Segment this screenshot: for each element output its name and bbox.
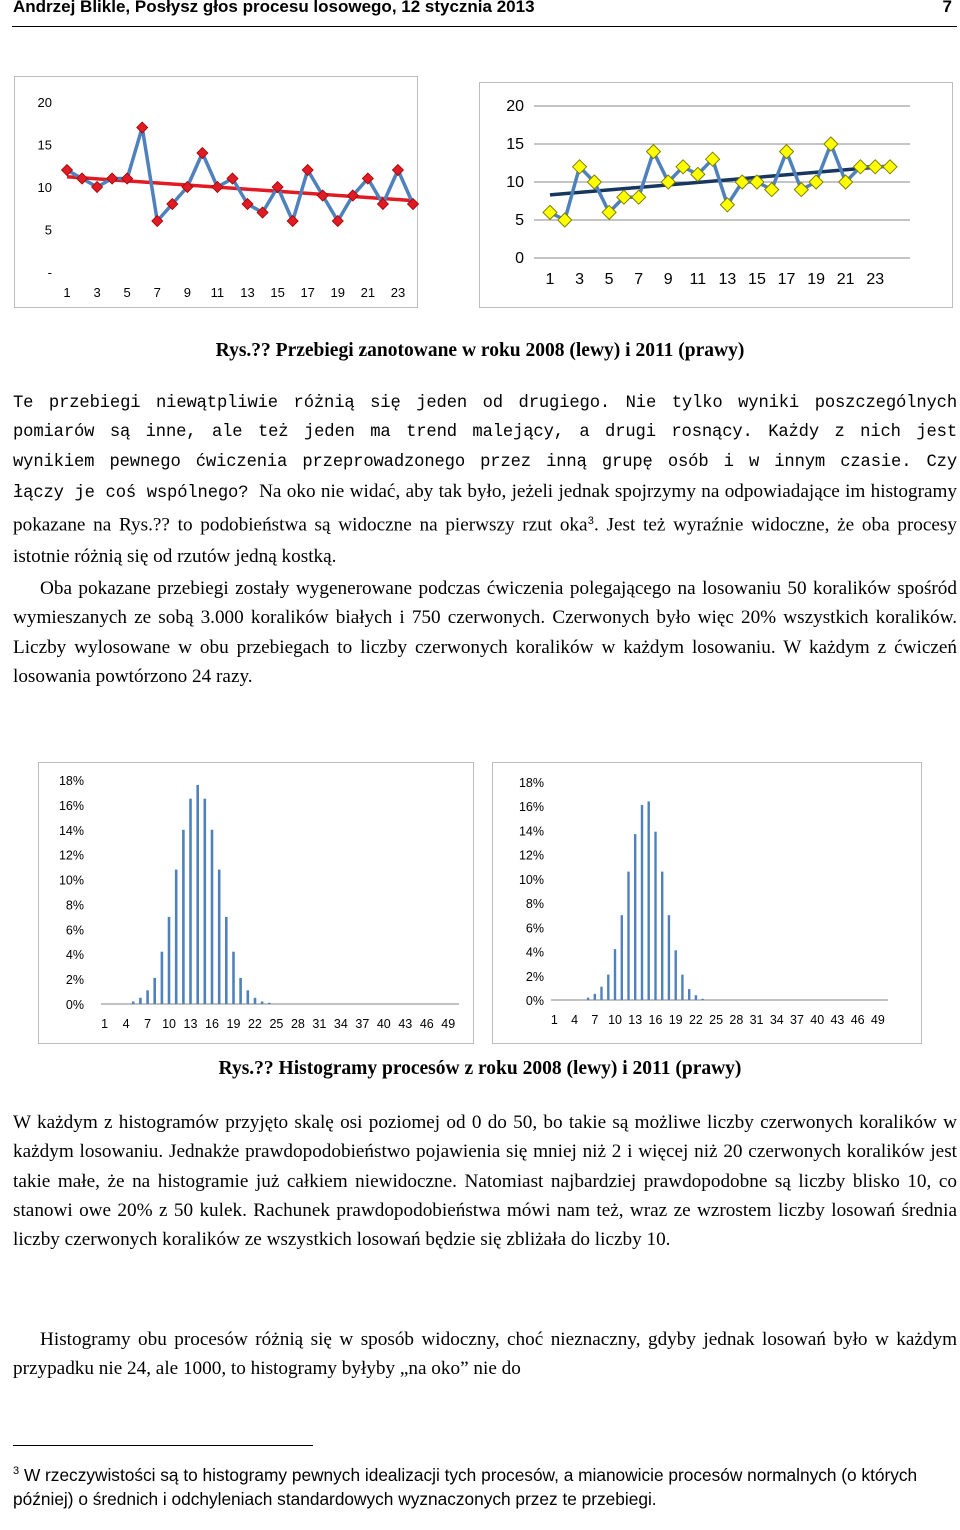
y-tick-label: 16% — [518, 800, 544, 815]
histogram-bar — [654, 832, 656, 1000]
data-point — [287, 216, 298, 227]
y-tick-label: 6% — [525, 921, 544, 936]
histogram-bar — [614, 949, 616, 1000]
running-header — [0, 0, 960, 26]
y-tick-label: 5 — [515, 212, 524, 229]
data-point — [558, 213, 572, 227]
y-tick-label: 18% — [518, 776, 544, 790]
y-tick-label: 8% — [65, 898, 84, 913]
data-point — [824, 137, 838, 151]
data-point — [543, 205, 557, 219]
x-tick-label: 31 — [312, 1017, 327, 1031]
x-tick-label: 19 — [226, 1017, 241, 1031]
y-tick-label: 2% — [65, 973, 84, 988]
histogram-bar — [196, 785, 199, 1004]
x-tick-label: 16 — [648, 1013, 663, 1027]
x-tick-label: 15 — [748, 271, 766, 288]
histogram-bar — [146, 990, 149, 1004]
y-tick-label: 10 — [506, 174, 524, 191]
y-tick-label: 18% — [58, 774, 84, 788]
y-tick-label: 12% — [518, 848, 544, 863]
header-title: Andrzej Blikle, Posłysz głos procesu losowego, 12 stycznia 2013 — [13, 0, 535, 16]
histogram-bar — [218, 870, 221, 1004]
x-tick-label: 11 — [689, 271, 707, 288]
y-tick-label: 20 — [506, 98, 524, 115]
x-tick-label: 40 — [810, 1013, 825, 1027]
histogram-bar — [161, 952, 164, 1004]
x-tick-label: 43 — [830, 1013, 845, 1027]
data-point — [137, 122, 148, 133]
paragraph-1-c: . Jest też wyraźnie widoczne, że oba procesy istotnie różnią się od rzutów jedną kostką. — [13, 514, 957, 568]
y-tick-label: 0% — [525, 994, 544, 1008]
histogram-bar — [168, 917, 171, 1004]
data-point — [765, 183, 779, 197]
x-tick-label: 7 — [634, 271, 644, 288]
x-tick-label: 22 — [247, 1017, 262, 1031]
paragraph-1 — [13, 389, 957, 574]
x-tick-label: 28 — [290, 1017, 305, 1031]
paragraph-4: Histogramy obu procesów różnią się w sposób widoczny, choć nieznaczny, gdyby jednak losowań było w każdym przypadku nie 24, ale 1000, to histogramy byłyby „na oko” nie do — [13, 1329, 957, 1380]
histogram-bar — [607, 975, 609, 1000]
histogram-bar — [600, 987, 602, 1000]
x-tick-label: 7 — [153, 285, 161, 300]
y-tick-label: 14% — [58, 823, 84, 838]
x-tick-label: 4 — [122, 1017, 130, 1031]
x-tick-label: 23 — [866, 271, 885, 288]
x-tick-label: 25 — [269, 1017, 284, 1031]
histogram-bar — [254, 998, 257, 1004]
x-tick-label: 9 — [183, 285, 191, 300]
data-point — [392, 165, 403, 176]
histogram-bar — [688, 989, 690, 1000]
x-tick-label: 13 — [240, 285, 255, 300]
header-rule — [12, 26, 957, 27]
x-tick-label: 5 — [604, 271, 614, 288]
histogram-bar — [621, 915, 623, 1000]
y-tick-label: 10 — [37, 180, 52, 195]
histogram-2011 — [492, 762, 922, 1044]
histogram-bar — [695, 995, 697, 1000]
chart-canvas — [39, 763, 475, 1045]
histogram-bar — [661, 872, 663, 1000]
y-tick-label: 5 — [44, 222, 52, 238]
x-tick-label: 3 — [575, 271, 585, 288]
data-point — [883, 160, 897, 174]
x-tick-label: 49 — [441, 1017, 456, 1031]
y-tick-label: 2% — [525, 969, 544, 984]
x-tick-label: 23 — [390, 285, 406, 300]
y-tick-label: 6% — [65, 923, 84, 938]
histogram-bar — [261, 1002, 264, 1005]
histogram-bar — [648, 801, 650, 1000]
x-tick-label: 10 — [608, 1013, 622, 1027]
x-tick-label: 28 — [729, 1013, 744, 1027]
x-tick-label: 34 — [769, 1013, 784, 1027]
x-tick-label: 5 — [123, 285, 131, 300]
histogram-bar — [268, 1003, 271, 1004]
x-tick-label: 46 — [850, 1013, 865, 1027]
data-point — [197, 148, 208, 159]
histogram-bar — [182, 830, 185, 1004]
histogram-bar — [675, 950, 677, 1000]
x-tick-label: 46 — [419, 1017, 434, 1031]
histogram-bar — [641, 805, 643, 1000]
x-tick-label: 43 — [398, 1017, 413, 1031]
data-point — [780, 145, 794, 159]
x-tick-label: 17 — [300, 285, 315, 300]
x-tick-label: 13 — [183, 1017, 198, 1031]
paragraph-2: Oba pokazane przebiegi zostały wygenerowane podczas ćwiczenia polegającego na losowaniu 50 koralików spośród wymieszanych ze sobą 3.000 koralików białych i 750 czerwonych. Czerwonych było więc 20% wszystkich koralików. Liczby wylosowane w obu przebiegach to liczby czerwonych koralików w każdym losowaniu. W każdym z ćwiczeń losowania powtórzono 24 razy. — [13, 578, 957, 687]
footnote-rule — [13, 1445, 313, 1446]
x-tick-label: 17 — [777, 271, 796, 288]
y-tick-label: 16% — [58, 798, 84, 813]
x-tick-label: 1 — [63, 285, 71, 300]
data-point — [632, 190, 646, 204]
x-tick-label: 13 — [628, 1013, 643, 1027]
x-tick-label: 37 — [355, 1017, 370, 1031]
histogram-bar — [153, 978, 156, 1004]
x-tick-label: 49 — [870, 1013, 885, 1027]
histogram-bar — [634, 834, 636, 1000]
histogram-bar — [701, 999, 703, 1000]
x-tick-label: 37 — [790, 1013, 804, 1027]
data-point — [794, 183, 808, 197]
figure1-caption: Rys.?? Przebiegi zanotowane w roku 2008 (lewy) i 2011 (prawy) — [215, 340, 745, 361]
y-tick-label: 4% — [65, 948, 84, 963]
histogram-bar — [232, 952, 235, 1004]
x-tick-label: 31 — [749, 1013, 764, 1027]
chart-canvas — [480, 83, 954, 309]
x-tick-label: 34 — [333, 1017, 348, 1031]
x-tick-label: 1 — [545, 271, 555, 288]
x-tick-label: 25 — [709, 1013, 724, 1027]
line-chart-2008 — [14, 76, 418, 308]
y-tick-label: 15 — [506, 136, 524, 153]
x-tick-label: 21 — [360, 285, 376, 300]
y-tick-label: 15 — [37, 137, 52, 153]
line-chart-2011 — [479, 82, 953, 308]
footnote — [13, 1459, 943, 1511]
histogram-bar — [247, 990, 250, 1004]
histogram-bar — [139, 998, 142, 1004]
y-tick-label: 0% — [65, 998, 84, 1012]
x-tick-label: 40 — [376, 1017, 391, 1031]
data-point — [868, 160, 882, 174]
x-tick-label: 16 — [205, 1017, 219, 1031]
histogram-bar — [594, 994, 596, 1000]
figure2-caption: Rys.?? Histogramy procesów z roku 2008 (lewy) i 2011 (prawy) — [218, 1058, 742, 1079]
histogram-2008 — [38, 762, 474, 1044]
data-point — [646, 145, 660, 159]
y-tick-label: - — [47, 265, 52, 280]
x-tick-label: 10 — [162, 1017, 176, 1031]
y-tick-label: 10% — [58, 873, 84, 888]
y-tick-label: 4% — [525, 945, 544, 960]
chart-canvas — [493, 763, 923, 1045]
histogram-bar — [239, 978, 242, 1004]
series-line — [67, 128, 413, 222]
histogram-bar — [668, 915, 670, 1000]
footnote-number: 3 — [13, 1465, 20, 1477]
x-tick-label: 3 — [93, 285, 101, 300]
y-tick-label: 14% — [518, 824, 544, 839]
footnote-text: W rzeczywistości są to histogramy pewnych idealizacji tych procesów, a mianowicie procesów normalnych (o których później) o średnich i odchyleniach standardowych wyznaczonych przez te przebiegi. — [13, 1464, 918, 1509]
x-tick-label: 4 — [571, 1013, 579, 1027]
footnote-ref: 3 — [587, 516, 594, 529]
histogram-bar — [175, 870, 178, 1004]
paragraph-1-a: Te przebiegi niewątpliwie różnią się jeden od drugiego. Nie tylko wyniki poszczególnych pomiarów są inne, ale też jeden ma trend malejący, a drugi rosnący. Każdy z nich jest wynikiem pewnego ćwiczenia przeprowadzonego przez inną grupę osób i w innym czasie. Czy łączy je coś wspólnego? — [13, 394, 957, 503]
x-tick-label: 7 — [591, 1013, 599, 1027]
chart-canvas — [15, 77, 419, 309]
histogram-bar — [189, 799, 192, 1004]
x-tick-label: 22 — [688, 1013, 703, 1027]
x-tick-label: 21 — [836, 271, 855, 288]
x-tick-label: 15 — [270, 285, 285, 300]
x-tick-label: 11 — [210, 285, 225, 300]
x-tick-label: 19 — [330, 285, 346, 300]
x-tick-label: 7 — [144, 1017, 152, 1031]
histogram-bar — [627, 872, 629, 1000]
y-tick-label: 0 — [515, 250, 524, 267]
y-tick-label: 12% — [58, 848, 84, 863]
y-tick-label: 20 — [37, 95, 52, 110]
x-tick-label: 19 — [807, 271, 825, 288]
y-tick-label: 8% — [525, 897, 544, 912]
histogram-bar — [204, 799, 207, 1004]
x-tick-label: 13 — [718, 271, 737, 288]
page-number: 7 — [942, 0, 952, 16]
paragraph-1-b: Na oko nie widać, aby tak było, jeżeli jednak spojrzymy na odpowiadające im histogramy pokazane na Rys.?? to podobieństwa są widoczne na pierwszy rzut oka — [13, 480, 957, 536]
histogram-bar — [225, 917, 228, 1004]
x-tick-label: 19 — [668, 1013, 683, 1027]
data-point — [809, 175, 823, 189]
x-tick-label: 1 — [101, 1017, 109, 1031]
histogram-bar — [587, 998, 589, 1000]
histogram-bar — [681, 975, 683, 1000]
y-tick-label: 10% — [518, 872, 544, 887]
x-tick-label: 9 — [663, 271, 673, 288]
x-tick-label: 1 — [550, 1013, 558, 1027]
paragraph-3: W każdym z histogramów przyjęto skalę osi poziomej od 0 do 50, bo takie są możliwe liczby czerwonych koralików w każdym losowaniu. Jednakże prawdopodobieństwo pojawienia się mniej niż 2 i więcej niż 20 czerwonych koralików jest takie małe, że na histogramie już całkiem niewidoczne. Natomiast najbardziej prawdopodobne są liczby blisko 10, co stanowi owe 20% z 50 kulek. Rachunek prawdopodobieństwa mówi nam też, wraz ze wzrostem liczby losowań średnia liczby czerwonych koralików ze wszystkich losowań będzie się zbliżała do liczby 10. — [13, 1112, 957, 1251]
histogram-bar — [211, 830, 214, 1004]
histogram-bar — [132, 1002, 135, 1005]
